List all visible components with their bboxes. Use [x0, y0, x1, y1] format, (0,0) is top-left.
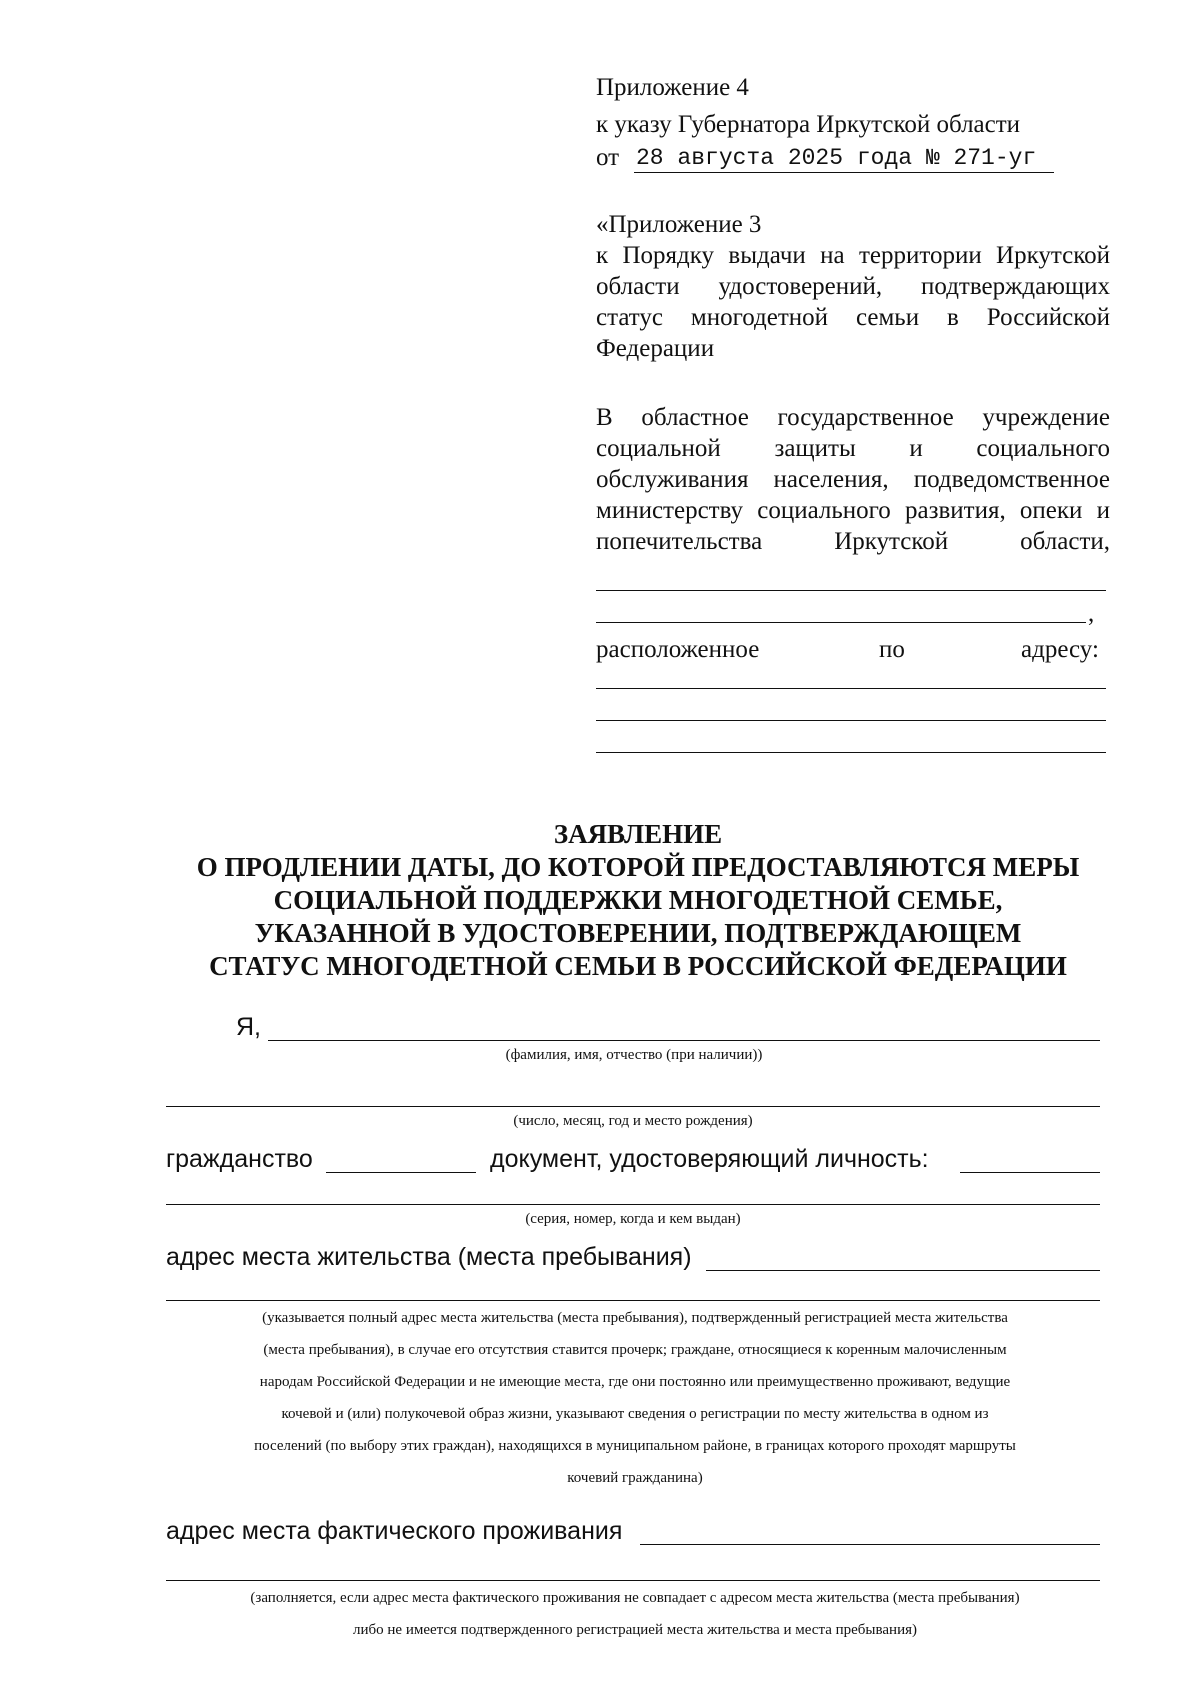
residence-note-line-2: (места пребывания), в случае его отсутствия ставится прочерк; граждане, относящиеся к коренным малочисленным [263, 1342, 1007, 1358]
actual-note-line-1: (заполняется, если адрес места фактического проживания не совпадает с адресом места жительства (места пребывания) [250, 1590, 1020, 1606]
heading-line-5: СТАТУС МНОГОДЕТНОЙ СЕМЬИ В РОССИЙСКОЙ ФЕДЕРАЦИИ [209, 951, 1067, 981]
residence-note [140, 1302, 1130, 1494]
date-underline [634, 172, 1054, 173]
addressee-line-2[interactable] [596, 622, 1086, 623]
heading-line-1: ЗАЯВЛЕНИЕ [553, 819, 723, 849]
addressee-line-1[interactable] [596, 590, 1106, 591]
i-label: Я, [236, 1013, 261, 1041]
actual-residence-label: адрес места фактического проживания [166, 1517, 623, 1545]
appendix-date-number: 28 августа 2025 года № 271-уг [636, 145, 1037, 171]
residence-field[interactable] [706, 1270, 1100, 1271]
residence-note-line-4: кочевой и (или) полукочевой образ жизни, указывают сведения о регистрации по месту жительства в одном из [281, 1406, 989, 1422]
fio-field[interactable] [268, 1040, 1100, 1041]
actual-residence-field[interactable] [640, 1544, 1100, 1545]
fio-caption: (фамилия, имя, отчество (при наличии)) [505, 1047, 763, 1063]
appendix-decree: к указу Губернатора Иркутской области [596, 111, 1021, 138]
actual-note-line-2: либо не имеется подтвержденного регистрацией места жительства и места пребывания) [352, 1622, 918, 1638]
actual-residence-field-2[interactable] [166, 1580, 1100, 1581]
heading-line-2: О ПРОДЛЕНИИ ДАТЫ, ДО КОТОРОЙ ПРЕДОСТАВЛЯЮТСЯ МЕРЫ [196, 852, 1080, 882]
heading-line-4: УКАЗАННОЙ В УДОСТОВЕРЕНИИ, ПОДТВЕРЖДАЮЩЕМ [254, 918, 1022, 948]
residence-label: адрес места жительства (места пребывания) [166, 1243, 692, 1271]
birth-field[interactable] [166, 1106, 1100, 1107]
located-word: расположенное [596, 636, 760, 663]
citizenship-field[interactable] [326, 1172, 476, 1173]
address-word: адресу: [1021, 636, 1099, 663]
address-line-3[interactable] [596, 752, 1106, 753]
addressee-body: В областное государственное учреждение социальной защиты и социального обслуживания населения, подведомственное министерству социального развития, опеки и попечительства Иркутской области, [596, 404, 1110, 555]
inner-appendix-body: к Порядку выдачи на территории Иркутской области удостоверений, подтверждающих статус многодетной семьи в Российской Федерации [596, 242, 1110, 362]
citizenship-label: гражданство [166, 1145, 313, 1173]
document-field[interactable] [960, 1172, 1100, 1173]
document-caption: (серия, номер, когда и кем выдан) [525, 1211, 741, 1227]
address-line-2[interactable] [596, 720, 1106, 721]
appendix-title: Приложение 4 [596, 74, 749, 101]
residence-field-2[interactable] [166, 1300, 1100, 1301]
heading-line-3: СОЦИАЛЬНОЙ ПОДДЕРЖКИ МНОГОДЕТНОЙ СЕМЬЕ, [273, 885, 1003, 915]
residence-note-line-6: кочевий гражданина) [567, 1470, 703, 1486]
inner-appendix-title: «Приложение 3 [596, 211, 762, 238]
address-line-1[interactable] [596, 688, 1106, 689]
document-label: документ, удостоверяющий личность: [490, 1145, 929, 1173]
document-details-field[interactable] [166, 1204, 1100, 1205]
residence-note-line-1: (указывается полный адрес места жительства (места пребывания), подтвержденный регистрацией места жительства [262, 1310, 1008, 1326]
appendix-from-label: от [596, 144, 620, 171]
actual-residence-note [140, 1582, 1130, 1646]
residence-note-line-3: народам Российской Федерации и не имеющие места, где они постоянно или преимущественно проживают, ведущие [259, 1374, 1011, 1390]
addressee-comma: , [1088, 600, 1095, 627]
residence-note-line-5: поселений (по выбору этих граждан), находящихся в муниципальном районе, в границах которого проходят маршруты [254, 1438, 1016, 1454]
birth-caption: (число, месяц, год и место рождения) [513, 1113, 753, 1129]
po-word: по [879, 636, 905, 663]
